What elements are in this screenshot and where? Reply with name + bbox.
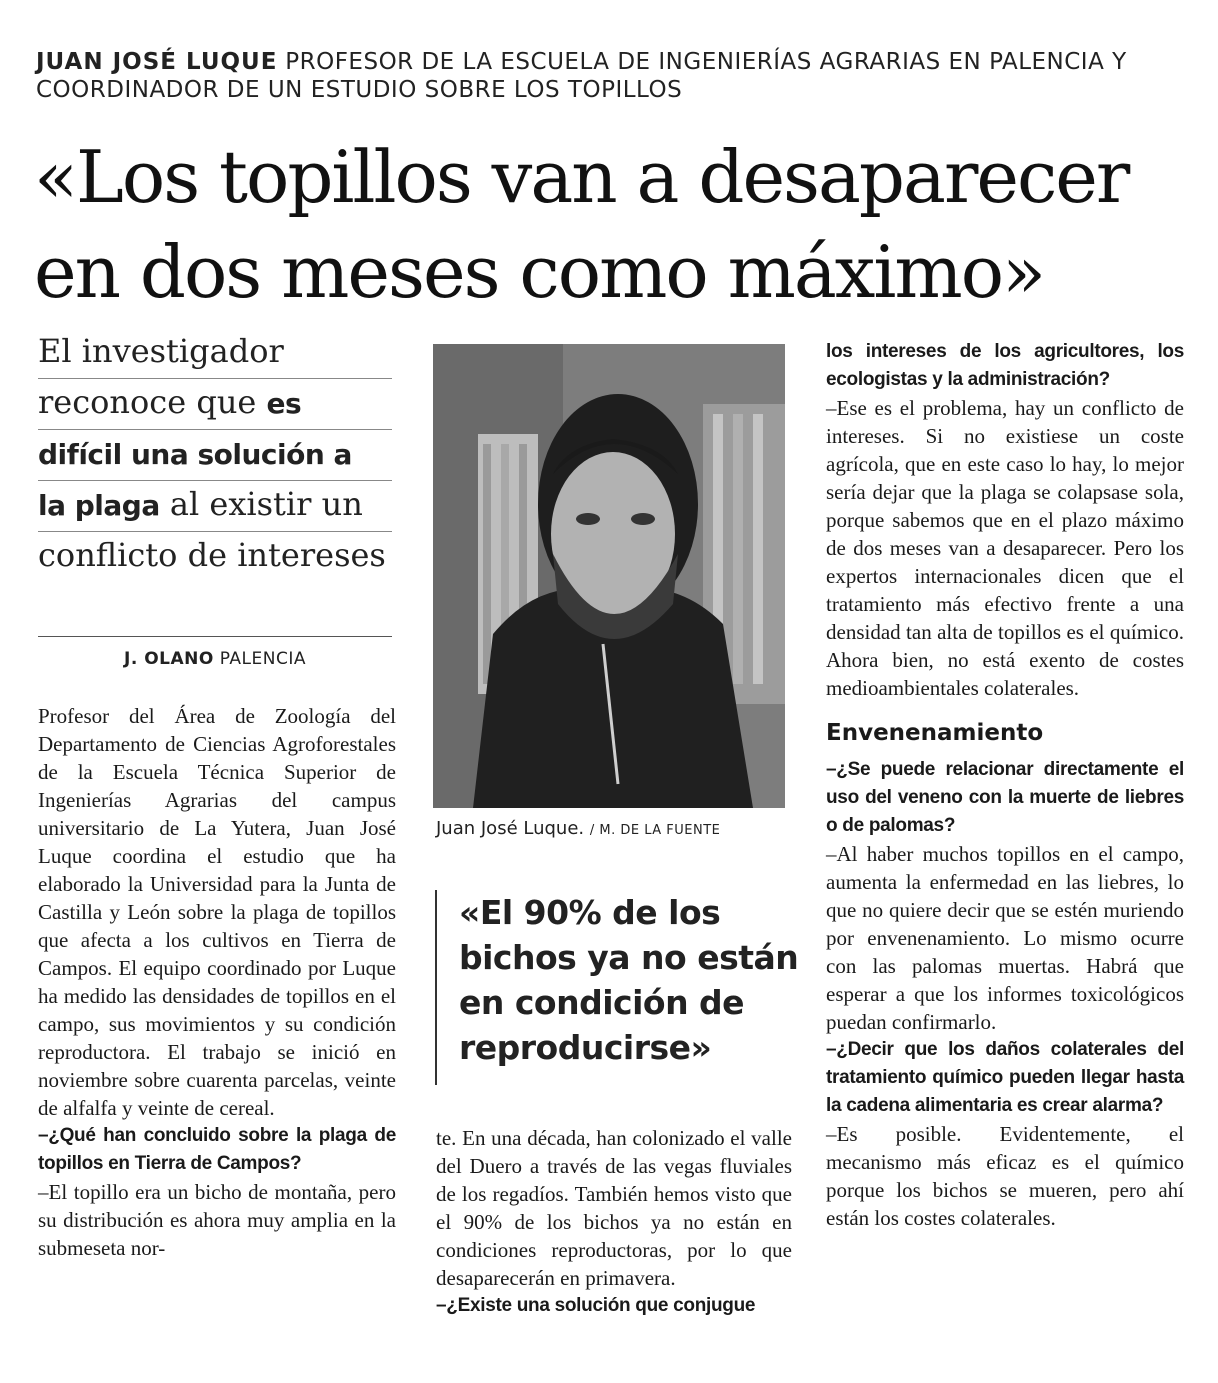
column-3 <box>826 338 1184 1232</box>
byline-place: PALENCIA <box>219 649 306 669</box>
pull-quote-line-1: «El 90% de los <box>459 893 721 932</box>
subhead-line-5: conflicto de intereses <box>38 536 386 574</box>
intro-paragraph: Profesor del Área de Zoología del Departamento de Ciencias Agroforestales de la Escuela Técnica Superior de Ingenierías Agrarias del campus universitario de La Yutera, Juan José Luque coordina el estudio que ha elaborado la Universidad para la Junta de Castilla y León sobre la plaga de topillos que afecta a los cultivos en Tierra de Campos. El equipo coordinado por Luque ha medido las densidades de topillos en el campo, sus movimientos y su condición reproductora. El trabajo se inició en noviembre sobre cuarenta parcelas, veinte de alfalfa y veinte de cereal. <box>38 704 396 1120</box>
subheadline <box>38 328 392 582</box>
pull-quote-line-3: en condición de <box>459 983 745 1022</box>
pull-quote-line-4: reproducirse» <box>459 1028 712 1067</box>
answer-3: –Al haber muchos topillos en el campo, aumenta la enfermedad en las liebres, lo que no quiere decir que se estén muriendo por envenenamiento. Lo mismo ocurre con las palomas muertas. Habrá que esperar a que los informes toxicológicos puedan confirmarlo. <box>826 842 1184 1034</box>
question-2-part-1: –¿Existe una solución que conjugue <box>436 1295 756 1316</box>
question-4: –¿Decir que los daños colaterales del tratamiento químico pueden llegar hasta la cadena alimentaria es crear alarma? <box>826 1039 1184 1116</box>
answer-2: –Ese es el problema, hay un conflicto de intereses. Si no existiese un coste agrícola, que en este caso lo hay, lo mejor sería dejar que la plaga se colapsase sola, porque sabemos que en el plazo máximo de dos meses van a desaparecer. Pero los expertos internacionales dicen que el tratamiento más efectivo frente a una densidad tan alta de topillos es el químico. Ahora bien, no está exento de costes medioambientales colaterales. <box>826 396 1184 700</box>
caption-text: Juan José Luque. <box>436 818 585 839</box>
portrait-photo <box>433 344 785 808</box>
column-1 <box>38 702 396 1262</box>
column-2 <box>436 1124 792 1320</box>
byline-author: J. OLANO <box>124 649 214 669</box>
subhead-line-3: difícil una solución a <box>38 430 392 481</box>
answer-1-part-1: –El topillo era un bicho de montaña, pero su distribución es ahora muy amplia en la submeseta nor- <box>38 1180 396 1260</box>
pull-quote-line-2: bichos ya no están <box>459 938 799 977</box>
question-3: –¿Se puede relacionar directamente el uso del veneno con la muerte de liebres o de palomas? <box>826 759 1184 836</box>
kicker-text: PROFESOR DE LA ESCUELA DE INGENIERÍAS AGRARIAS EN PALENCIA Y COORDINADOR DE UN ESTUDIO SOBRE LOS TOPILLOS <box>36 49 1127 103</box>
answer-4: –Es posible. Evidentemente, el mecanismo más eficaz es el químico porque los bichos se mueren, pero ahí están los costes colaterales. <box>826 1122 1184 1230</box>
byline <box>38 636 392 669</box>
photo-caption <box>436 818 796 839</box>
answer-1-part-2: te. En una década, han colonizado el valle del Duero a través de las vegas fluviales de los regadíos. También hemos visto que el 90% de los bichos ya no están en condiciones reproductoras, por lo que desaparecerán en primavera. <box>436 1126 792 1290</box>
subhead-line-1: El investigador <box>38 328 392 379</box>
headline <box>34 130 1204 320</box>
portrait-illustration <box>433 344 785 808</box>
subhead-line-4: la plaga al existir un <box>38 481 392 532</box>
subhead-line-2: reconoce que es <box>38 379 392 430</box>
section-heading: Envenenamiento <box>826 720 1044 746</box>
headline-line-1: «Los topillos van a desaparecer <box>34 135 1129 219</box>
kicker-name: JUAN JOSÉ LUQUE <box>36 49 278 75</box>
kicker <box>36 48 1196 104</box>
question-1: –¿Qué han concluido sobre la plaga de topillos en Tierra de Campos? <box>38 1125 396 1174</box>
pull-quote <box>435 890 819 1085</box>
photo-credit: / M. DE LA FUENTE <box>589 823 721 838</box>
question-2-part-2: los intereses de los agricultores, los ecologistas y la administración? <box>826 341 1184 390</box>
headline-line-2: en dos meses como máximo» <box>34 230 1045 314</box>
